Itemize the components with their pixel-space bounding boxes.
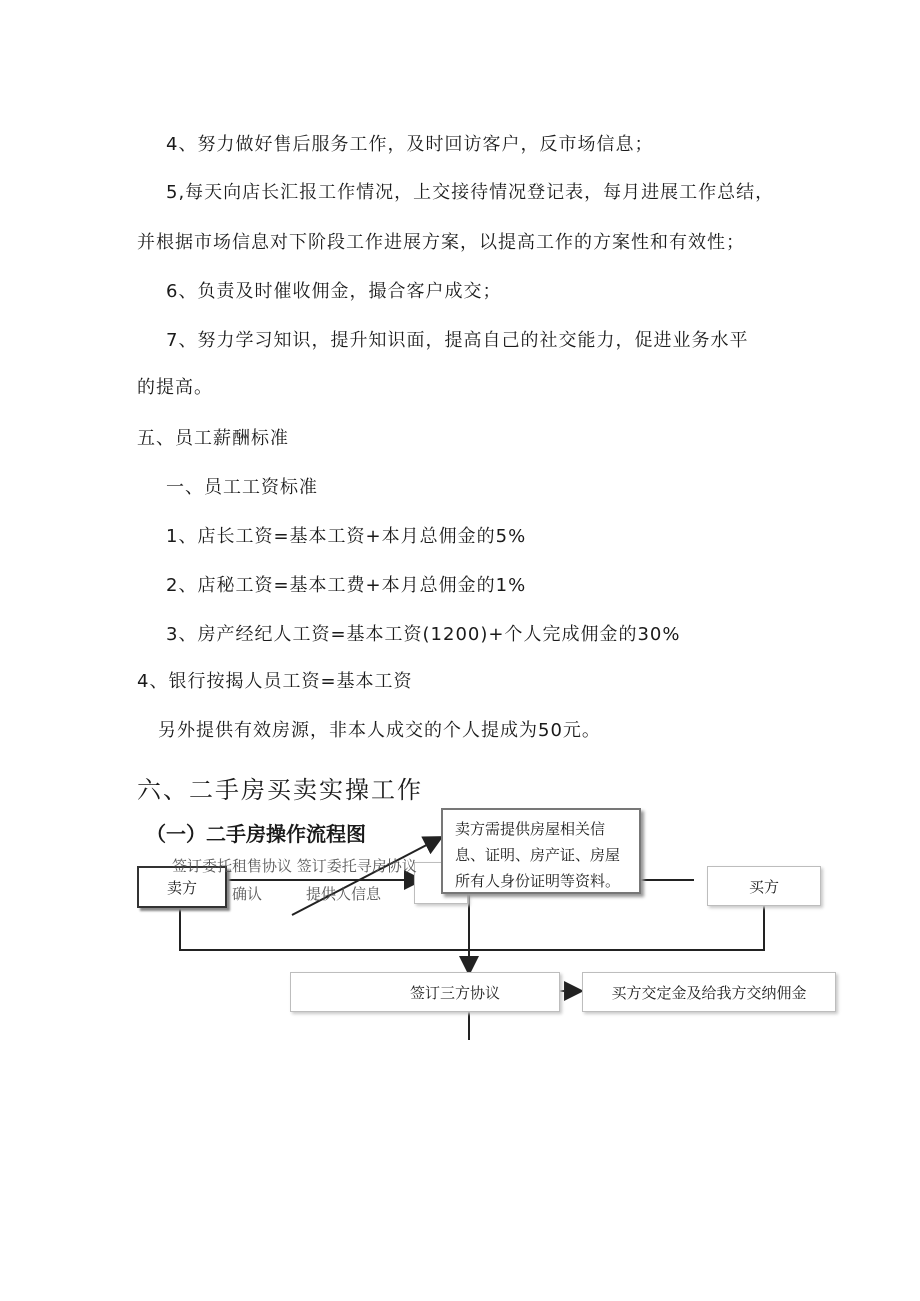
duty-item-6: 6、负责及时催收佣金，撮合客户成交；: [166, 281, 502, 302]
practice-section-title: 六、二手房买卖实操工作: [137, 776, 423, 804]
duty-item-7-line1: 7、努力学习知识，提升知识面，提高自己的社交能力，促进业务水平: [166, 330, 749, 351]
duty-item-5-line2: 并根据市场信息对下阶段工作进展方案，以提高工作的方案性和有效性；: [137, 232, 745, 253]
duty-item-4: 4、努力做好售后服务工作，及时回访客户，反市场信息；: [166, 134, 654, 155]
agreement-note-top: 签订委托租售协议 签订委托寻房协议: [172, 857, 417, 875]
duty-item-5-line1: 5,每天向店长汇报工作情况，上交接待情况登记表，每月进展工作总结，: [166, 182, 775, 203]
agreement-note-info: 提供人信息: [306, 885, 382, 903]
salary-rule-4: 4、银行按揭人员工资=基本工资: [137, 671, 413, 692]
tripartite-agreement-node: [290, 972, 560, 1012]
callout-line-3: 所有人身份证明等资料。: [455, 872, 621, 890]
salary-sub-title: 一、员工工资标准: [166, 477, 318, 498]
salary-rule-1: 1、店长工资=基本工资+本月总佣金的5%: [166, 526, 527, 547]
salary-rule-3: 3、房产经纪人工资=基本工资(1200)+个人完成佣金的30%: [166, 624, 681, 645]
seller-materials-callout: [441, 808, 641, 894]
salary-extra-note: 另外提供有效房源，非本人成交的个人提成为50元。: [158, 720, 601, 741]
deposit-commission-node: 买方交定金及给我方交纳佣金: [582, 972, 836, 1012]
salary-rule-2: 2、店秘工资=基本工费+本月总佣金的1%: [166, 575, 527, 596]
callout-line-2: 息、证明、房产证、房屋: [455, 846, 621, 864]
duty-item-7-line2: 的提高。: [137, 377, 213, 398]
flowchart-title: （一）二手房操作流程图: [146, 822, 366, 846]
buyer-node: 买方: [707, 866, 821, 906]
tripartite-label: 签订三方协议: [409, 983, 500, 1002]
salary-section-title: 五、员工薪酬标准: [137, 428, 289, 449]
callout-line-1: 卖方需提供房屋相关信: [455, 820, 606, 838]
seller-node: 卖方: [137, 866, 227, 908]
agreement-note-confirm: 确认: [232, 885, 263, 903]
